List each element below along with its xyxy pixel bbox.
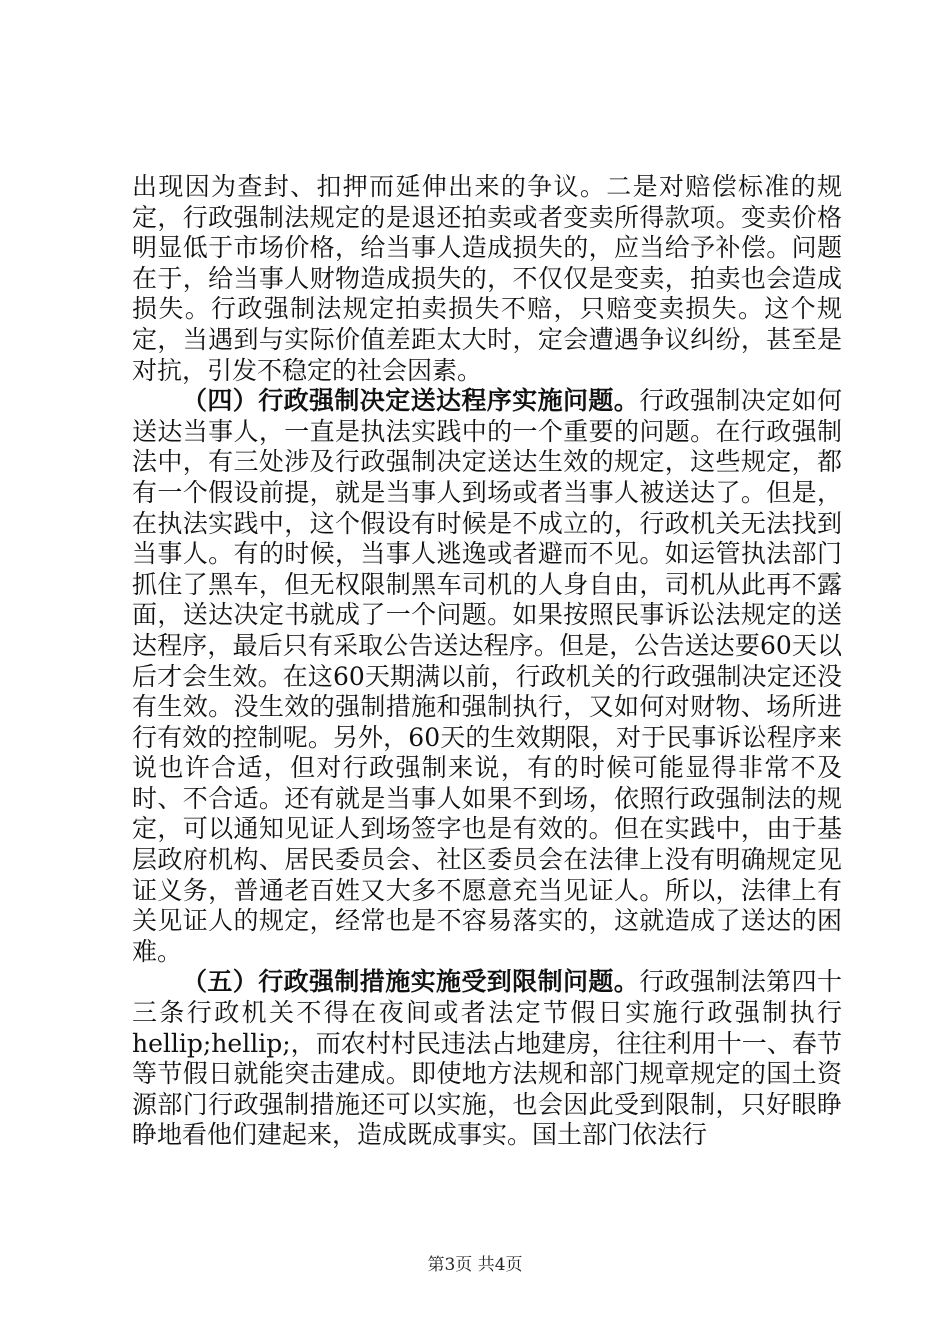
section-4-heading: （四）行政强制决定送达程序实施问题。 [182, 386, 640, 416]
paragraph-continued: 出现因为查封、扣押而延伸出来的争议。二是对赔偿标准的规定，行政强制法规定的是退还拍卖或者变卖所得款项。变卖价格明显低于市场价格，给当事人造成损失的，应当给予补偿。问题在于，给当事人财物造成损失的，不仅仅是变卖，拍卖也会造成损失。行政强制法规定拍卖损失不赔，只赔变卖损失。这个规定，当遇到与实际价值差距太大时，定会遭遇争议纠纷，甚至是对抗，引发不稳定的社会因素。 [132, 172, 842, 385]
section-5-paragraph [132, 967, 842, 1151]
page-footer: 第3页 共4页 [427, 1255, 523, 1275]
section-5-heading: （五）行政强制措施实施受到限制问题。 [182, 967, 640, 997]
document-body [132, 172, 842, 1151]
section-4-paragraph [132, 386, 842, 967]
section-4-text: 行政强制决定如何送达当事人，一直是执法实践中的一个重要的问题。在行政强制法中，有三处涉及行政强制决定送达生效的规定，这些规定，都有一个假设前提，就是当事人到场或者当事人被送达了。但是，在执法实践中，这个假设有时候是不成立的，行政机关无法找到当事人。有的时候，当事人逃逸或者避而不见。如运管执法部门抓住了黑车，但无权限制黑车司机的人身自由，司机从此再不露面，送达决定书就成了一个问题。如果按照民事诉讼法规定的送达程序，最后只有采取公告送达程序。但是，公告送达要60天以后才会生效。在这60天期满以前，行政机关的行政强制决定还没有生效。没生效的强制措施和强制执行，又如何对财物、场所进行有效的控制呢。另外，60天的生效期限，对于民事诉讼程序来说也许合适，但对行政强制来说，有的时候可能显得非常不及时、不合适。还有就是当事人如果不到场，依照行政强制法的规定，可以通知见证人到场签字也是有效的。但在实践中，由于基层政府机构、居民委员会、社区委员会在法律上没有明确规定见证义务，普通老百姓又大多不愿意充当见证人。所以，法律上有关见证人的规定，经常也是不容易落实的，这就造成了送达的困难。 [132, 386, 842, 966]
section-5-text: 行政强制法第四十三条行政机关不得在夜间或者法定节假日实施行政强制执行hellip;hellip;，而农村村民违法占地建房，往往利用十一、春节等节假日就能突击建成。即使地方法规和部门规章规定的国土资源部门行政强制措施还可以实施，也会因此受到限制，只好眼睁睁地看他们建起来，造成既成事实。国土部门依法行 [132, 967, 842, 1150]
